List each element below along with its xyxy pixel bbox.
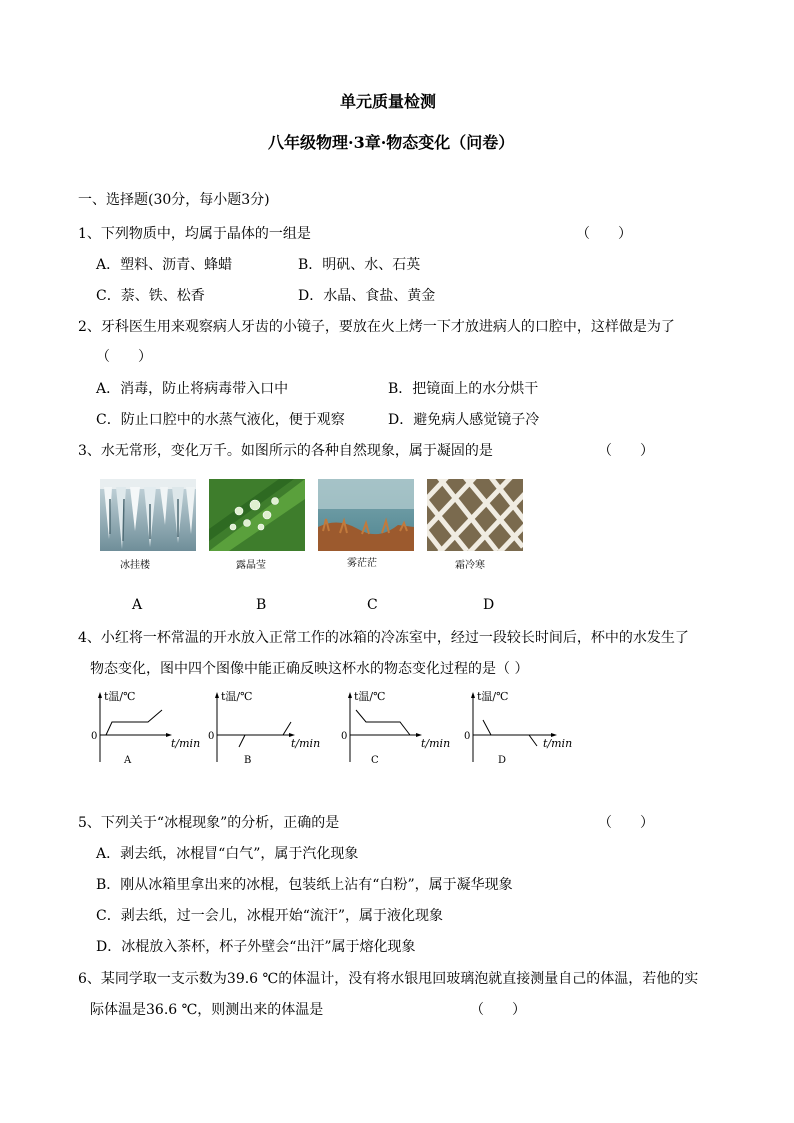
graph-b-letter: B — [244, 755, 252, 766]
image-a-caption: 冰挂楼 — [120, 560, 150, 571]
dew-photo[interactable] — [209, 479, 305, 551]
q4-stem-line1: 4、小红将一杯常温的开水放入正常工作的冰箱的冷冻室中，经过一段较长时间后，杯中的水发生了 — [78, 630, 689, 646]
section-heading: 一、选择题(30分，每小题3分) — [78, 192, 270, 208]
q5-answer-blank[interactable]: （ ） — [598, 815, 654, 831]
frost-photo[interactable] — [427, 479, 523, 551]
graph-a[interactable] — [90, 690, 208, 770]
q5-option-c[interactable]: C．剥去纸，过一会儿，冰棍开始“流汗”，属于液化现象 — [96, 908, 444, 924]
graph-c[interactable] — [340, 690, 458, 770]
q1-stem: 1、下列物质中，均属于晶体的一组是 — [78, 226, 311, 242]
q2-option-c[interactable]: C．防止口腔中的水蒸气液化，便于观察 — [96, 412, 345, 428]
graph-c-ylabel: t温/℃ — [354, 690, 386, 703]
q2-stem: 2、牙科医生用来观察病人牙齿的小镜子，要放在火上烤一下才放进病人的口腔中，这样做是为了 — [78, 319, 675, 335]
q1-option-d[interactable]: D．水晶、食盐、黄金 — [298, 288, 436, 304]
graph-d-letter: D — [498, 755, 507, 766]
q5-option-d[interactable]: D．冰棍放入茶杯，杯子外壁会“出汗”属于熔化现象 — [96, 939, 416, 955]
graph-a-origin: 0 — [91, 731, 98, 742]
q6-stem-line1: 6、某同学取一支示数为39.6 ℃的体温计，没有将水银甩回玻璃泡就直接测量自己的体温，若他的实 — [78, 971, 699, 987]
graph-d-xlabel: t/min — [543, 737, 573, 750]
image-d-letter: D — [483, 597, 495, 613]
q6-answer-blank[interactable]: （ ） — [470, 1002, 526, 1018]
graph-d-origin: 0 — [464, 731, 471, 742]
image-c-caption: 雾茫茫 — [347, 558, 377, 569]
graph-c-origin: 0 — [341, 731, 348, 742]
image-b-letter: B — [256, 597, 267, 613]
graph-c-letter: C — [371, 755, 379, 766]
q2-option-b[interactable]: B．把镜面上的水分烘干 — [388, 381, 539, 397]
q6-stem-line2: 际体温是36.6 ℃，则测出来的体温是 — [90, 1002, 324, 1018]
q5-option-b[interactable]: B．刚从冰箱里拿出来的冰棍，包装纸上沾有“白粉”，属于凝华现象 — [96, 877, 513, 893]
q1-option-b[interactable]: B．明矾、水、石英 — [298, 257, 421, 273]
q1-answer-blank[interactable]: （ ） — [576, 226, 632, 242]
q5-stem: 5、下列关于“冰棍现象”的分析，正确的是 — [78, 815, 340, 831]
page-title: 单元质量检测 — [340, 92, 437, 111]
q4-stem-line2: 物态变化，图中四个图像中能正确反映这杯水的物态变化过程的是（ ） — [90, 661, 529, 677]
graph-a-ylabel: t温/℃ — [104, 690, 136, 703]
q2-option-d[interactable]: D．避免病人感觉镜子冷 — [388, 412, 540, 428]
graph-b-xlabel: t/min — [291, 737, 321, 750]
q1-option-c[interactable]: C．萘、铁、松香 — [96, 288, 205, 304]
graph-d-ylabel: t温/℃ — [477, 690, 509, 703]
graph-b-ylabel: t温/℃ — [221, 690, 253, 703]
image-a-letter: A — [132, 597, 143, 613]
q2-answer-blank[interactable]: （ ） — [96, 349, 152, 365]
q2-option-a[interactable]: A．消毒，防止将病毒带入口中 — [96, 381, 289, 397]
q1-option-a[interactable]: A．塑料、沥青、蜂蜡 — [96, 257, 233, 273]
icicle-photo[interactable] — [100, 479, 196, 551]
graph-b-origin: 0 — [208, 731, 215, 742]
page-subtitle: 八年级物理·3章·物态变化（问卷） — [268, 133, 515, 152]
fog-photo[interactable] — [318, 479, 414, 551]
q3-answer-blank[interactable]: （ ） — [598, 443, 654, 459]
graph-b[interactable] — [207, 690, 325, 770]
q3-stem: 3、水无常形，变化万千。如图所示的各种自然现象，属于凝固的是 — [78, 443, 493, 459]
graph-a-xlabel: t/min — [171, 737, 201, 750]
graph-a-letter: A — [124, 755, 132, 766]
graph-d[interactable] — [463, 690, 581, 770]
graph-c-xlabel: t/min — [421, 737, 451, 750]
q5-option-a[interactable]: A．剥去纸，冰棍冒“白气”，属于汽化现象 — [96, 846, 359, 862]
image-d-caption: 霜冷寒 — [455, 560, 485, 571]
image-b-caption: 露晶莹 — [236, 560, 266, 571]
image-c-letter: C — [367, 597, 378, 613]
